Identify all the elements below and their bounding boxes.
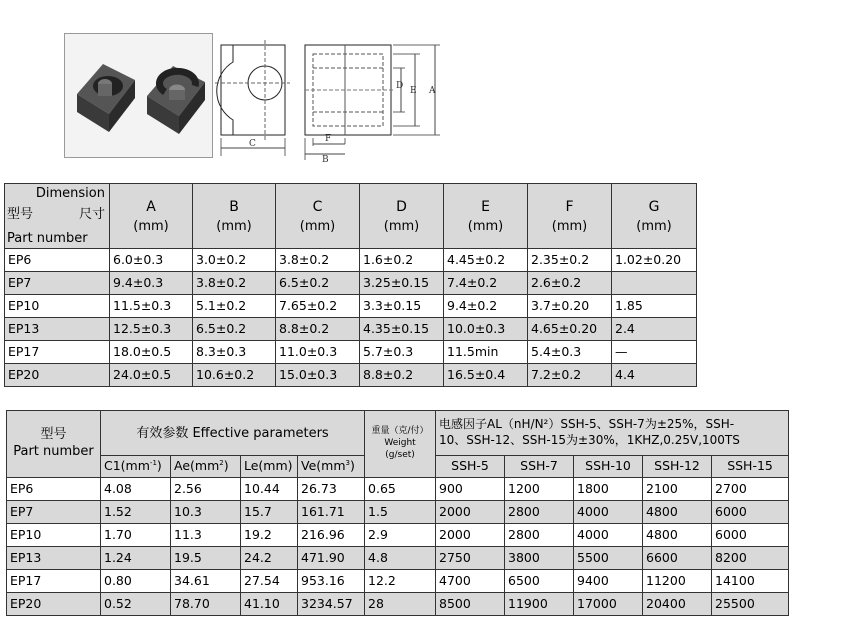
- s15-cell: 2700: [712, 478, 789, 501]
- dim-e-cell: 11.5min: [444, 341, 528, 364]
- dim-g-cell: [612, 272, 697, 295]
- le-cell: 41.10: [241, 593, 298, 616]
- part-number-cell: EP6: [5, 249, 110, 272]
- dim-b-cell: 3.0±0.2: [193, 249, 276, 272]
- s12-cell: 2100: [643, 478, 712, 501]
- c1-cell: 1.70: [101, 524, 171, 547]
- le-cell: 10.44: [241, 478, 298, 501]
- core-right-icon: [147, 66, 205, 134]
- ve-cell: 471.90: [298, 547, 365, 570]
- c1-header: $C1(mm^{-1})$: [101, 456, 171, 478]
- ve-cell: 3234.57: [298, 593, 365, 616]
- ae-cell: 11.3: [171, 524, 241, 547]
- parameter-table-body: [7, 478, 789, 616]
- ferrite-core-photo: [64, 33, 213, 158]
- le-cell: 19.2: [241, 524, 298, 547]
- ae-cell: 2.56: [171, 478, 241, 501]
- label-d: D: [396, 81, 404, 91]
- col-header-b: B (mm): [193, 184, 276, 249]
- c1-cell: 4.08: [101, 478, 171, 501]
- dim-g-cell: 2.4: [612, 318, 697, 341]
- ep-core-illustration: [65, 34, 212, 157]
- dimension-table-body: [5, 249, 697, 387]
- part-number-cell: EP13: [5, 318, 110, 341]
- dim-a-cell: 12.5±0.3: [110, 318, 193, 341]
- ve-header: $Ve(mm^3)$: [298, 456, 365, 478]
- table-row: [5, 341, 697, 364]
- dimension-drawing: [215, 40, 450, 165]
- s12-cell: 4800: [643, 501, 712, 524]
- dim-c-cell: 11.0±0.3: [276, 341, 360, 364]
- ssh15-header: SSH-15: [712, 456, 789, 478]
- le-cell: 27.54: [241, 570, 298, 593]
- s5-cell: 2000: [436, 501, 505, 524]
- part-number-cell: EP20: [7, 593, 101, 616]
- table-row: [5, 364, 697, 387]
- s5-cell: 8500: [436, 593, 505, 616]
- al-header: 电感因子AL（nH/N²）SSH-5、SSH-7为±25%，SSH- 10、SSH-12、SSH-15为±30%，1KHZ,0.25V,100TS: [436, 411, 789, 456]
- param-header-row-1: [7, 411, 789, 456]
- s10-cell: 9400: [574, 570, 643, 593]
- part-number-cell: EP7: [7, 501, 101, 524]
- part-number-cell: EP13: [7, 547, 101, 570]
- dim-a-cell: 24.0±0.5: [110, 364, 193, 387]
- w-cell: 12.2: [365, 570, 436, 593]
- dim-c-cell: 15.0±0.3: [276, 364, 360, 387]
- table-row: [5, 318, 697, 341]
- s12-cell: 4800: [643, 524, 712, 547]
- s15-cell: 6000: [712, 501, 789, 524]
- s12-cell: 6600: [643, 547, 712, 570]
- s7-cell: 11900: [505, 593, 574, 616]
- s15-cell: 8200: [712, 547, 789, 570]
- dim-f-cell: 7.2±0.2: [528, 364, 612, 387]
- s7-cell: 3800: [505, 547, 574, 570]
- s5-cell: 2750: [436, 547, 505, 570]
- dim-a-cell: 9.4±0.3: [110, 272, 193, 295]
- c1-cell: 0.52: [101, 593, 171, 616]
- part-number-cell: EP10: [7, 524, 101, 547]
- s7-cell: 1200: [505, 478, 574, 501]
- model-cn-label: 型号: [7, 207, 34, 222]
- s10-cell: 17000: [574, 593, 643, 616]
- ve-cell: 26.73: [298, 478, 365, 501]
- c1-cell: 1.52: [101, 501, 171, 524]
- label-e: E: [410, 86, 417, 96]
- ssh10-header: SSH-10: [574, 456, 643, 478]
- dim-a-cell: 11.5±0.3: [110, 295, 193, 318]
- table-row: [7, 547, 789, 570]
- ve-cell: 216.96: [298, 524, 365, 547]
- dim-c-cell: 8.8±0.2: [276, 318, 360, 341]
- ssh5-header: SSH-5: [436, 456, 505, 478]
- model-header: 型号 Part number: [7, 411, 101, 478]
- core-left-icon: [77, 64, 135, 132]
- dim-g-cell: 1.85: [612, 295, 697, 318]
- dim-d-cell: 5.7±0.3: [360, 341, 444, 364]
- w-cell: 1.5: [365, 501, 436, 524]
- label-b: B: [322, 155, 329, 165]
- dim-b-cell: 8.3±0.3: [193, 341, 276, 364]
- s7-cell: 2800: [505, 524, 574, 547]
- corner-header: [5, 184, 110, 249]
- s10-cell: 4000: [574, 501, 643, 524]
- dim-a-cell: 6.0±0.3: [110, 249, 193, 272]
- dim-b-cell: 6.5±0.2: [193, 318, 276, 341]
- dim-b-cell: 5.1±0.2: [193, 295, 276, 318]
- le-cell: 24.2: [241, 547, 298, 570]
- dim-d-cell: 3.3±0.15: [360, 295, 444, 318]
- table-row: [5, 249, 697, 272]
- ve-cell: 161.71: [298, 501, 365, 524]
- ae-header: $Ae(mm^2)$: [171, 456, 241, 478]
- dim-g-cell: —: [612, 341, 697, 364]
- s10-cell: 1800: [574, 478, 643, 501]
- table-row: [7, 593, 789, 616]
- s15-cell: 14100: [712, 570, 789, 593]
- s7-cell: 6500: [505, 570, 574, 593]
- part-number-cell: EP17: [7, 570, 101, 593]
- s10-cell: 4000: [574, 524, 643, 547]
- dim-e-cell: 9.4±0.2: [444, 295, 528, 318]
- table-row: [7, 478, 789, 501]
- part-number-cell: EP17: [5, 341, 110, 364]
- s5-cell: 2000: [436, 524, 505, 547]
- table-row: [7, 501, 789, 524]
- ae-cell: 10.3: [171, 501, 241, 524]
- ve-cell: 953.16: [298, 570, 365, 593]
- table-row: [5, 272, 697, 295]
- dim-g-cell: 1.02±0.20: [612, 249, 697, 272]
- dim-f-cell: 5.4±0.3: [528, 341, 612, 364]
- table-header-row: [5, 184, 697, 249]
- ssh7-header: SSH-7: [505, 456, 574, 478]
- dim-c-cell: 7.65±0.2: [276, 295, 360, 318]
- dimension-table: [4, 183, 697, 387]
- weight-header: 重量（克/付） Weight (g/set): [365, 411, 436, 478]
- col-header-a: A (mm): [110, 184, 193, 249]
- dim-d-cell: 1.6±0.2: [360, 249, 444, 272]
- s10-cell: 5500: [574, 547, 643, 570]
- dim-a-cell: 18.0±0.5: [110, 341, 193, 364]
- dim-c-cell: 6.5±0.2: [276, 272, 360, 295]
- w-cell: 4.8: [365, 547, 436, 570]
- label-c: C: [249, 139, 256, 149]
- le-header: Le(mm): [241, 456, 298, 478]
- col-header-e: E (mm): [444, 184, 528, 249]
- dim-f-cell: 3.7±0.20: [528, 295, 612, 318]
- table-row: [7, 524, 789, 547]
- table-row: [7, 570, 789, 593]
- part-number-cell: EP6: [7, 478, 101, 501]
- ae-cell: 34.61: [171, 570, 241, 593]
- label-f: F: [325, 134, 332, 144]
- col-header-c: C (mm): [276, 184, 360, 249]
- dim-e-cell: 7.4±0.2: [444, 272, 528, 295]
- size-cn-label: 尺寸: [78, 207, 105, 222]
- c1-cell: 1.24: [101, 547, 171, 570]
- table-row: [5, 295, 697, 318]
- s12-cell: 11200: [643, 570, 712, 593]
- s15-cell: 6000: [712, 524, 789, 547]
- s12-cell: 20400: [643, 593, 712, 616]
- s15-cell: 25500: [712, 593, 789, 616]
- ae-cell: 78.70: [171, 593, 241, 616]
- dim-e-cell: 16.5±0.4: [444, 364, 528, 387]
- effective-params-header: 有效参数 Effective parameters: [101, 411, 365, 456]
- dim-c-cell: 3.8±0.2: [276, 249, 360, 272]
- ae-cell: 19.5: [171, 547, 241, 570]
- dim-f-cell: 2.35±0.2: [528, 249, 612, 272]
- c1-cell: 0.80: [101, 570, 171, 593]
- dim-f-cell: 4.65±0.20: [528, 318, 612, 341]
- dim-f-cell: 2.6±0.2: [528, 272, 612, 295]
- dim-b-cell: 3.8±0.2: [193, 272, 276, 295]
- w-cell: 28: [365, 593, 436, 616]
- dimension-label: Dimension: [35, 186, 105, 201]
- part-number-cell: EP7: [5, 272, 110, 295]
- col-header-f: F (mm): [528, 184, 612, 249]
- s5-cell: 4700: [436, 570, 505, 593]
- dim-g-cell: 4.4: [612, 364, 697, 387]
- ssh12-header: SSH-12: [643, 456, 712, 478]
- s7-cell: 2800: [505, 501, 574, 524]
- dim-d-cell: 8.8±0.2: [360, 364, 444, 387]
- dim-e-cell: 10.0±0.3: [444, 318, 528, 341]
- dim-b-cell: 10.6±0.2: [193, 364, 276, 387]
- parameter-table: [6, 410, 789, 616]
- part-number-cell: EP20: [5, 364, 110, 387]
- col-header-g: G (mm): [612, 184, 697, 249]
- s5-cell: 900: [436, 478, 505, 501]
- col-header-d: D (mm): [360, 184, 444, 249]
- dim-e-cell: 4.45±0.2: [444, 249, 528, 272]
- w-cell: 0.65: [365, 478, 436, 501]
- w-cell: 2.9: [365, 524, 436, 547]
- le-cell: 15.7: [241, 501, 298, 524]
- part-number-label: Part number: [7, 231, 88, 246]
- dim-d-cell: 3.25±0.15: [360, 272, 444, 295]
- part-number-cell: EP10: [5, 295, 110, 318]
- dim-d-cell: 4.35±0.15: [360, 318, 444, 341]
- label-a: A: [429, 86, 436, 96]
